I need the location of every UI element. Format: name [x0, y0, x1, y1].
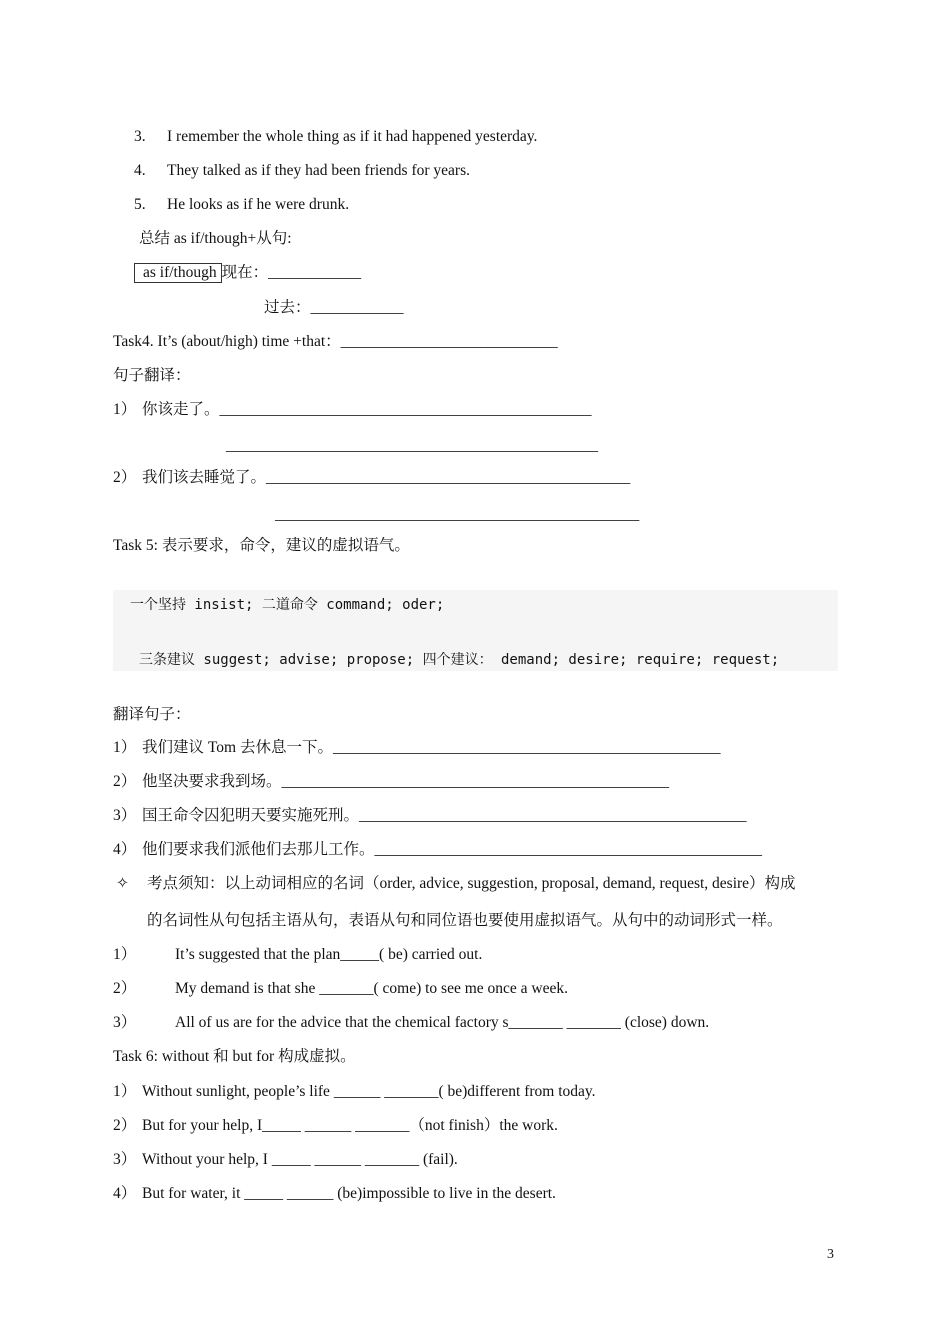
item-number: 1） [113, 946, 137, 963]
exercise-sentence: Without your help, I _____ ______ _______ (fail). [142, 1151, 458, 1168]
summary-boxed-label: as if/though [134, 263, 222, 283]
translation-continuation: ________________________________________________ [226, 437, 598, 454]
item-number: 3） [113, 807, 137, 824]
summary-present-label: 现在：____________ [221, 264, 362, 281]
exercise-sentence: Without sunlight, people’s life ______ _______( be)different from today. [142, 1083, 596, 1100]
item-number: 4） [113, 1185, 137, 1202]
translation-continuation: _______________________________________________ [275, 506, 640, 523]
item-number: 2） [113, 773, 137, 790]
mnemonic-line: 一个坚持 insist; 二道命令 command; oder; [130, 597, 445, 613]
note-line: 考点须知：以上动词相应的名词（order, advice, suggestion, proposal, demand, request, desire）构成 [147, 875, 796, 892]
exercise-sentence: But for your help, I_____ ______ _______（not finish）the work. [142, 1117, 558, 1134]
exercise-sentence: My demand is that she _______( come) to see me once a week. [175, 980, 568, 997]
example-number: 3. [134, 128, 146, 145]
example-sentence: I remember the whole thing as if it had happened yesterday. [167, 128, 538, 145]
translation-item: 我们建议 Tom 去休息一下。__________________________________________________ [142, 739, 721, 756]
summary-past-label: 过去：____________ [264, 299, 404, 316]
summary-title: 总结 as if/though+从句: [139, 230, 292, 247]
item-number: 2） [113, 980, 137, 997]
translation-item: 你该走了。________________________________________________ [142, 401, 592, 418]
example-number: 5. [134, 196, 146, 213]
exercise-sentence: It’s suggested that the plan_____( be) carried out. [175, 946, 483, 963]
item-number: 2） [113, 1117, 137, 1134]
task5-title: Task 5: 表示要求，命令，建议的虚拟语气。 [113, 537, 410, 554]
note-line: 的名词性从句包括主语从句，表语从句和同位语也要使用虚拟语气。从句中的动词形式一样。 [147, 912, 783, 929]
item-number: 1） [113, 1083, 137, 1100]
item-number: 3） [113, 1014, 137, 1031]
item-number: 3） [113, 1151, 137, 1168]
note-diamond-icon: ✧ [116, 875, 129, 892]
example-sentence: He looks as if he were drunk. [167, 196, 350, 213]
task5-subtitle: 翻译句子： [113, 706, 191, 723]
translation-item: 我们该去睡觉了。_______________________________________________ [142, 469, 631, 486]
task4-subtitle: 句子翻译： [113, 367, 191, 384]
mnemonic-line: 三条建议 suggest; advise; propose; 四个建议： demand; desire; require; request; [139, 652, 780, 668]
item-number: 1） [113, 401, 137, 418]
task6-title: Task 6: without 和 but for 构成虚拟。 [113, 1048, 356, 1065]
page-number: 3 [827, 1247, 834, 1262]
item-number: 4） [113, 841, 137, 858]
exercise-sentence: But for water, it _____ ______ (be)impossible to live in the desert. [142, 1185, 556, 1202]
translation-item: 他坚决要求我到场。__________________________________________________ [142, 773, 670, 790]
task4-title: Task4. It’s (about/high) time +that：____________________________ [113, 333, 558, 350]
example-sentence: They talked as if they had been friends for years. [167, 162, 470, 179]
translation-item: 他们要求我们派他们去那儿工作。__________________________________________________ [142, 841, 763, 858]
item-number: 1） [113, 739, 137, 756]
summary-present-row [134, 263, 361, 283]
translation-item: 国王命令囚犯明天要实施死刑。__________________________________________________ [142, 807, 747, 824]
item-number: 2） [113, 469, 137, 486]
exercise-sentence: All of us are for the advice that the chemical factory s_______ _______ (close) down. [175, 1014, 710, 1031]
example-number: 4. [134, 162, 146, 179]
